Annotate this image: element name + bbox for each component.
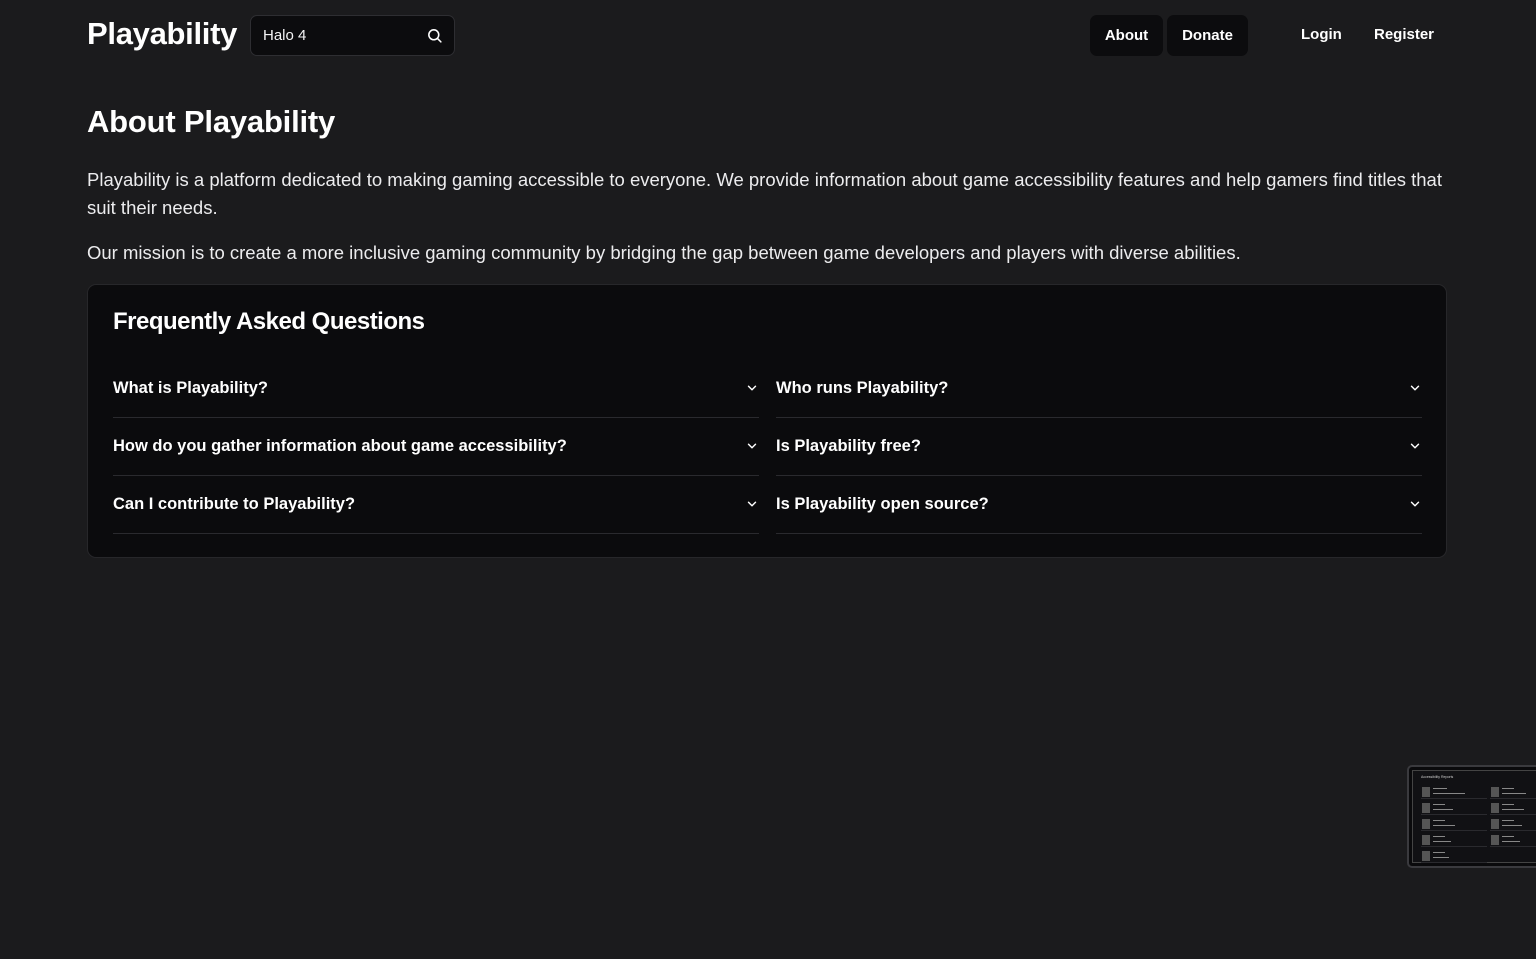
chevron-down-icon (745, 381, 759, 395)
thumbnail-row (1421, 801, 1487, 815)
faq-item-contribute[interactable] (113, 476, 759, 534)
faq-question: Can I contribute to Playability? (113, 495, 356, 513)
faq-question: Is Playability open source? (776, 495, 989, 513)
faq-item-who-runs[interactable] (776, 360, 1422, 418)
top-navigation (0, 0, 1536, 72)
donate-button[interactable]: Donate (1167, 15, 1248, 56)
register-link[interactable]: Register (1374, 26, 1435, 43)
intro-paragraph: Playability is a platform dedicated to making gaming accessible to everyone. We provide information about game accessibility features and help gamers find titles that suit their needs. (87, 169, 1442, 218)
faq-item-gather-info[interactable] (113, 418, 759, 476)
search-box (250, 15, 455, 56)
thumbnail-row (1421, 833, 1487, 847)
search-input[interactable] (263, 16, 423, 55)
faq-question: Who runs Playability? (776, 379, 949, 397)
about-button[interactable]: About (1090, 15, 1163, 56)
faq-item-what-is-playability[interactable] (113, 360, 759, 418)
thumbnail-row (1490, 817, 1536, 831)
thumbnail-row (1421, 849, 1487, 863)
thumbnail-row (1490, 833, 1536, 847)
search-icon[interactable] (426, 27, 443, 44)
faq-question: How do you gather information about game accessibility? (113, 437, 567, 455)
site-logo[interactable]: Playability (87, 16, 238, 51)
mission-paragraph: Our mission is to create a more inclusive gaming community by bridging the gap between game developers and players with diverse abilities. (87, 242, 1241, 263)
faq-question: What is Playability? (113, 379, 268, 397)
faq-item-is-free[interactable] (776, 418, 1422, 476)
chevron-down-icon (1408, 497, 1422, 511)
faq-item-open-source[interactable] (776, 476, 1422, 534)
thumbnail-title: Accessibility Reports (1421, 775, 1454, 779)
chevron-down-icon (1408, 381, 1422, 395)
chevron-down-icon (1408, 439, 1422, 453)
faq-section (87, 284, 1447, 558)
thumbnail-screen (1412, 770, 1536, 863)
thumbnail-row (1421, 785, 1487, 799)
chevron-down-icon (745, 497, 759, 511)
chevron-down-icon (745, 439, 759, 453)
login-link[interactable]: Login (1301, 26, 1342, 43)
faq-title: Frequently Asked Questions (113, 308, 425, 335)
thumbnail-row (1490, 785, 1536, 799)
thumbnail-row (1421, 817, 1487, 831)
page-preview-thumbnail[interactable] (1407, 765, 1536, 868)
faq-question: Is Playability free? (776, 437, 921, 455)
page-title: About Playability (87, 104, 336, 139)
thumbnail-row (1490, 801, 1536, 815)
